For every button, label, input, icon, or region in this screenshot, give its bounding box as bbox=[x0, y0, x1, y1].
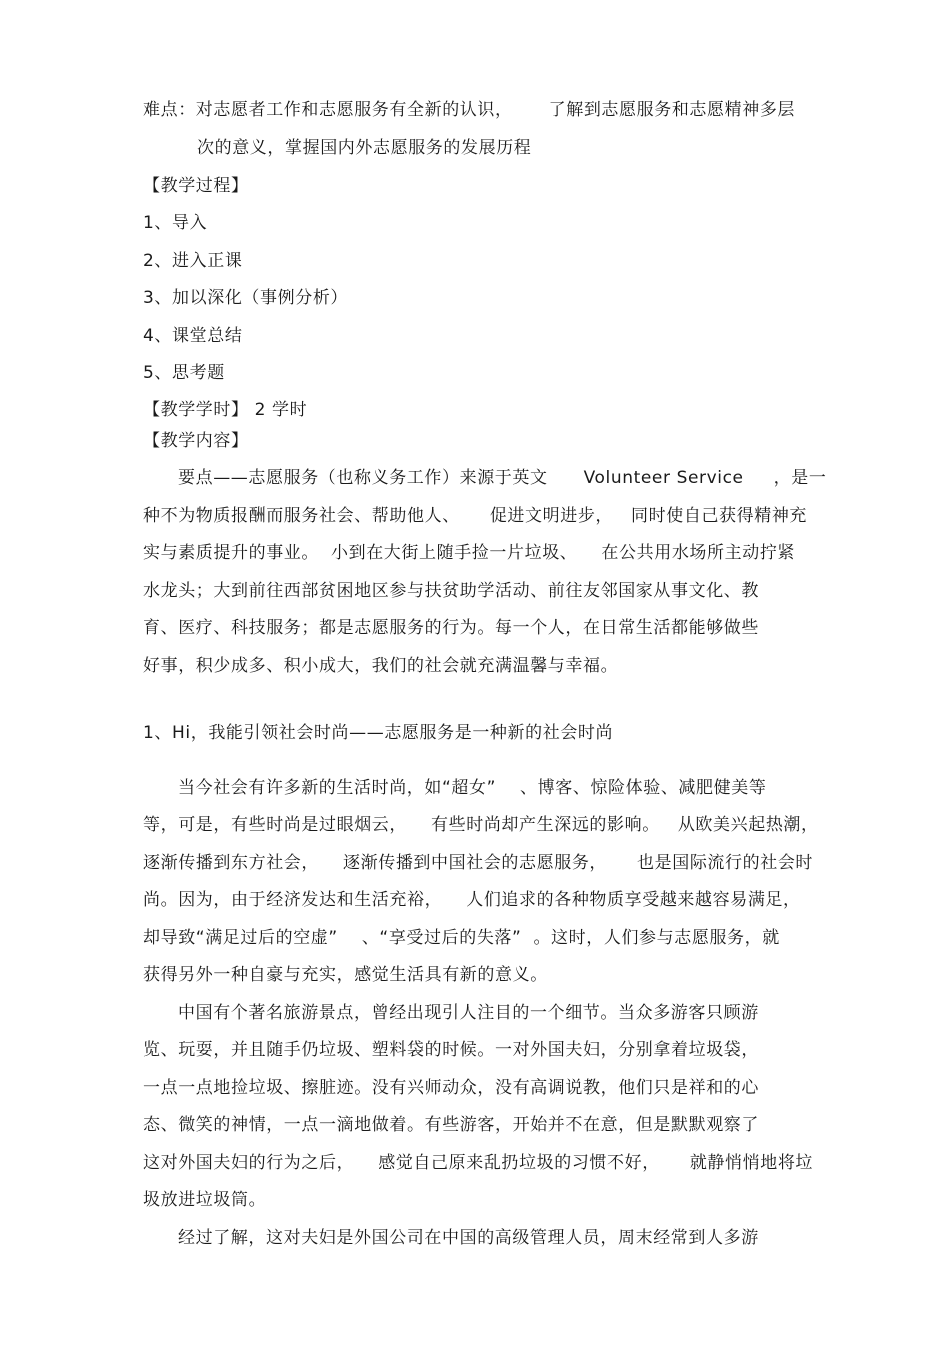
section-1-para-1-line-3: 逐渐传播到东方社会， 逐渐传播到中国社会的志愿服务， 也是国际流行的社会时 bbox=[143, 853, 814, 873]
section-1-para-1-line-4: 尚。因为，由于经济发达和生活充裕， 人们追求的各种物质享受越来越容易满足， bbox=[143, 890, 801, 910]
section-1-para-1-line-1: 当今社会有许多新的生活时尚，如“超女” 、博客、惊险体验、减肥健美等 bbox=[178, 778, 767, 798]
content-line-1: 要点——志愿服务（也称义务工作）来源于英文 Volunteer Service ，是一 bbox=[178, 468, 827, 488]
content-line-6: 好事，积少成多、积小成大，我们的社会就充满温馨与幸福。 bbox=[143, 656, 619, 676]
content-line-4: 水龙头；大到前往西部贫困地区参与扶贫助学活动、前往友邻国家从事文化、教 bbox=[143, 581, 759, 601]
section-1-title: 1、Hi，我能引领社会时尚——志愿服务是一种新的社会时尚 bbox=[143, 723, 614, 743]
section-1-para-1-line-2: 等，可是，有些时尚是过眼烟云， 有些时尚却产生深远的影响。 从欧美兴起热潮， bbox=[143, 815, 819, 835]
process-step-2: 2、进入正课 bbox=[143, 251, 243, 271]
process-step-5: 5、思考题 bbox=[143, 363, 225, 383]
teaching-content-heading: 【教学内容】 bbox=[143, 431, 249, 451]
section-1-para-3-line-1: 经过了解，这对夫妇是外国公司在中国的高级管理人员，周末经常到人多游 bbox=[178, 1228, 759, 1248]
process-step-1: 1、导入 bbox=[143, 213, 208, 233]
section-1-para-1-line-5: 却导致“满足过后的空虚” 、“享受过后的失落” 。这时，人们参与志愿服务，就 bbox=[143, 928, 780, 948]
difficulty-line-2: 次的意义，掌握国内外志愿服务的发展历程 bbox=[197, 138, 532, 158]
teaching-hours: 【教学学时】 2 学时 bbox=[143, 400, 308, 420]
process-step-4: 4、课堂总结 bbox=[143, 326, 243, 346]
section-1-para-2-line-2: 览、玩耍，并且随手仍垃圾、塑料袋的时候。一对外国夫妇，分别拿着垃圾袋， bbox=[143, 1040, 759, 1060]
process-step-3: 3、加以深化（事例分析） bbox=[143, 288, 349, 308]
section-1-para-2-line-5: 这对外国夫妇的行为之后， 感觉自己原来乱扔垃圾的习惯不好， 就静悄悄地将垃 bbox=[143, 1153, 814, 1173]
section-1-para-2-line-6: 圾放进垃圾筒。 bbox=[143, 1190, 267, 1210]
section-1-para-1-line-6: 获得另外一种自豪与充实，感觉生活具有新的意义。 bbox=[143, 965, 548, 985]
content-line-5: 育、医疗、科技服务；都是志愿服务的行为。每一个人，在日常生活都能够做些 bbox=[143, 618, 759, 638]
section-1-para-2-line-1: 中国有个著名旅游景点，曾经出现引人注目的一个细节。当众多游客只顾游 bbox=[178, 1003, 759, 1023]
section-1-para-2-line-3: 一点一点地捡垃圾、擦脏迹。没有兴师动众，没有高调说教，他们只是祥和的心 bbox=[143, 1078, 759, 1098]
content-line-3: 实与素质提升的事业。 小到在大街上随手捡一片垃圾、 在公共用水场所主动拧紧 bbox=[143, 543, 796, 563]
section-1-para-2-line-4: 态、微笑的神情，一点一滴地做着。有些游客，开始并不在意，但是默默观察了 bbox=[143, 1115, 759, 1135]
teaching-process-heading: 【教学过程】 bbox=[143, 176, 249, 196]
content-line-2: 种不为物质报酬而服务社会、帮助他人、 促进文明进步， 同时使自己获得精神充 bbox=[143, 506, 808, 526]
difficulty-line-1: 难点：对志愿者工作和志愿服务有全新的认识， 了解到志愿服务和志愿精神多层 bbox=[143, 100, 796, 120]
